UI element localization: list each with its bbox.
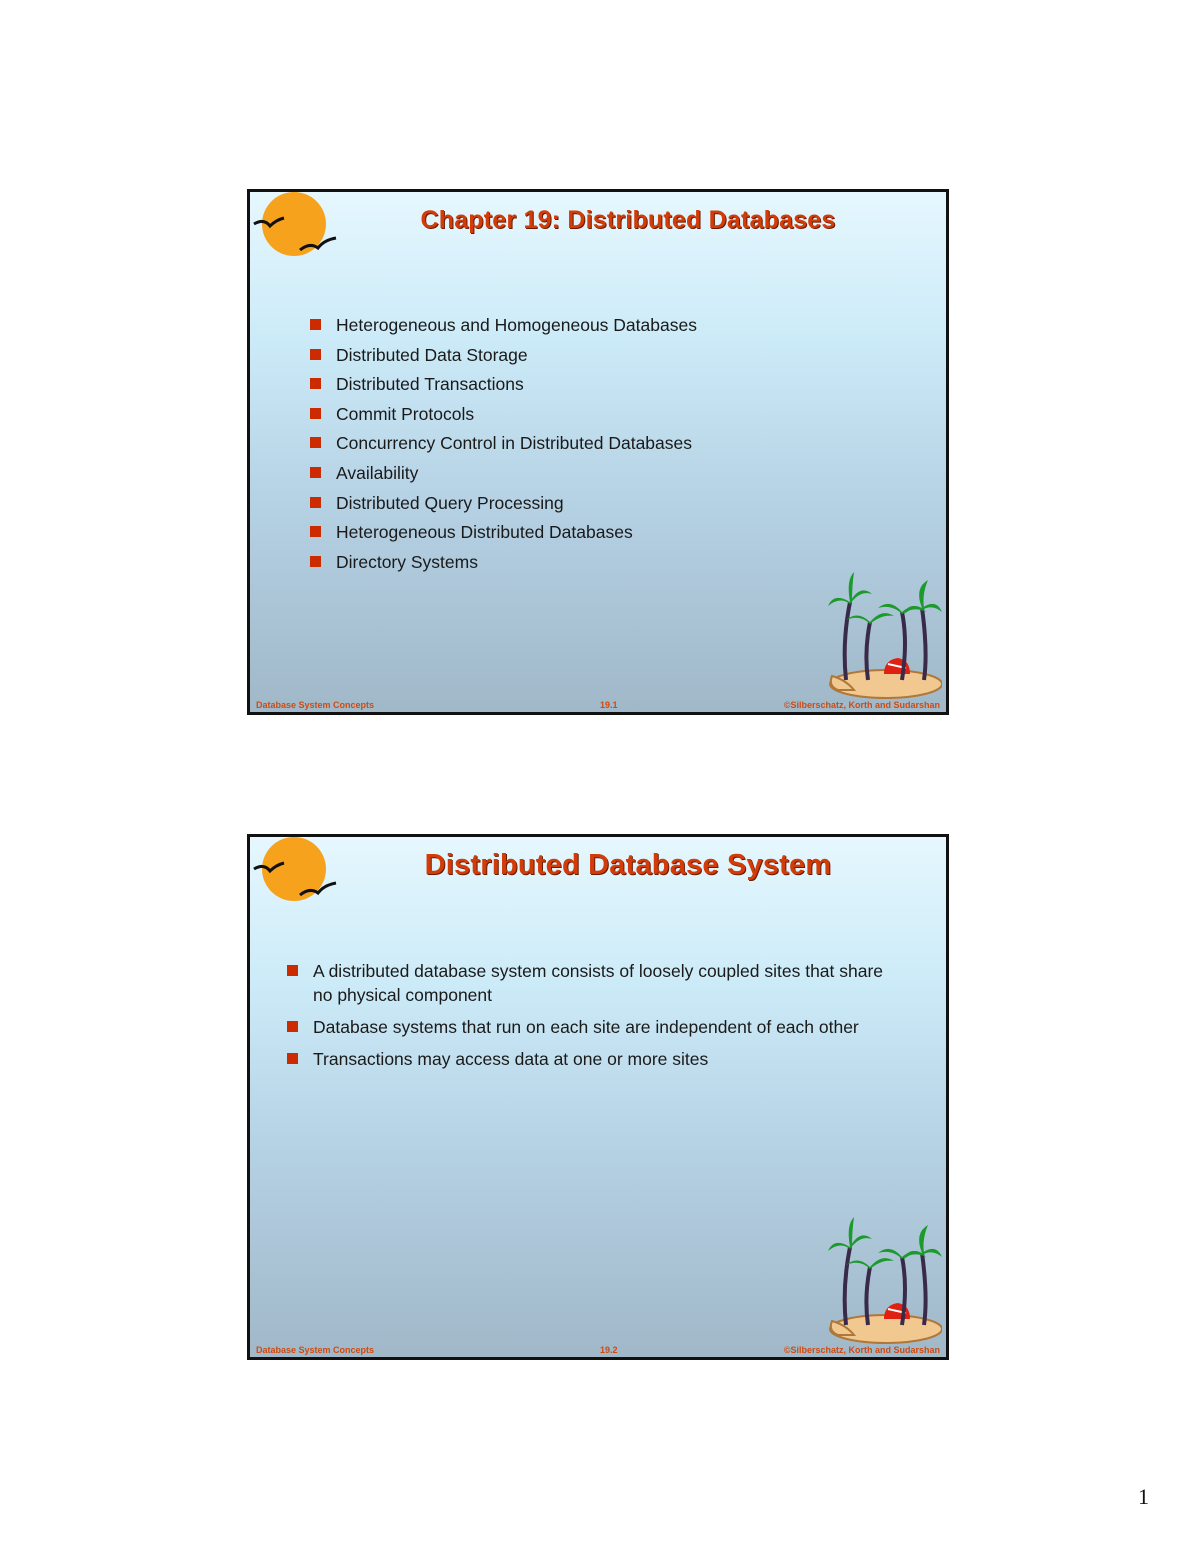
list-item-text: Concurrency Control in Distributed Databases xyxy=(336,433,692,454)
square-bullet-icon xyxy=(310,319,321,330)
footer-copyright: ©Silberschatz, Korth and Sudarshan xyxy=(783,700,940,710)
square-bullet-icon xyxy=(310,526,321,537)
palm-island-icon xyxy=(824,1217,942,1347)
list-item xyxy=(287,1047,887,1071)
slide-footer xyxy=(250,1341,946,1355)
list-item xyxy=(310,521,697,543)
list-item xyxy=(287,959,887,1007)
footer-slide-number: 19.1 xyxy=(600,700,618,710)
list-item xyxy=(310,492,697,514)
page-number: 1 xyxy=(1138,1484,1149,1509)
list-item xyxy=(287,1015,887,1039)
list-item-text: Heterogeneous Distributed Databases xyxy=(336,522,633,543)
list-item xyxy=(310,344,697,366)
square-bullet-icon xyxy=(287,965,298,976)
list-item-text: Transactions may access data at one or more sites xyxy=(313,1049,709,1069)
list-item-text: Distributed Query Processing xyxy=(336,492,564,513)
square-bullet-icon xyxy=(310,437,321,448)
square-bullet-icon xyxy=(310,467,321,478)
square-bullet-icon xyxy=(310,556,321,567)
list-item-text: A distributed database system consists of loosely coupled sites that share no physical component xyxy=(313,961,884,1005)
palm-island-icon xyxy=(824,572,942,702)
list-item-text: Distributed Transactions xyxy=(336,374,524,395)
square-bullet-icon xyxy=(310,349,321,360)
bullet-list xyxy=(287,959,887,1079)
list-item-text: Directory Systems xyxy=(336,551,478,572)
list-item-text: Heterogeneous and Homogeneous Databases xyxy=(336,315,697,335)
footer-slide-number: 19.2 xyxy=(600,1345,618,1355)
square-bullet-icon xyxy=(287,1053,298,1064)
list-item xyxy=(310,432,697,454)
list-item-text: Commit Protocols xyxy=(336,403,475,424)
bullet-list xyxy=(310,314,697,580)
footer-book-title: Database System Concepts xyxy=(256,1345,375,1355)
square-bullet-icon xyxy=(310,497,321,508)
square-bullet-icon xyxy=(310,378,321,389)
list-item xyxy=(310,373,697,395)
footer-copyright: ©Silberschatz, Korth and Sudarshan xyxy=(783,1345,940,1355)
slide-footer xyxy=(250,696,946,710)
square-bullet-icon xyxy=(310,408,321,419)
slide-title: Chapter 19: Distributed Databases xyxy=(420,206,836,234)
slide-1 xyxy=(247,189,949,715)
footer-book-title: Database System Concepts xyxy=(256,700,375,710)
list-item-text: Database systems that run on each site are independent of each other xyxy=(313,1017,859,1037)
slide-title: Distributed Database System xyxy=(424,849,832,881)
list-item xyxy=(310,314,697,336)
list-item-text: Distributed Data Storage xyxy=(336,344,528,365)
list-item-text: Availability xyxy=(336,462,419,483)
slide-2 xyxy=(247,834,949,1360)
list-item xyxy=(310,462,697,484)
list-item xyxy=(310,403,697,425)
list-item xyxy=(310,551,697,573)
square-bullet-icon xyxy=(287,1021,298,1032)
